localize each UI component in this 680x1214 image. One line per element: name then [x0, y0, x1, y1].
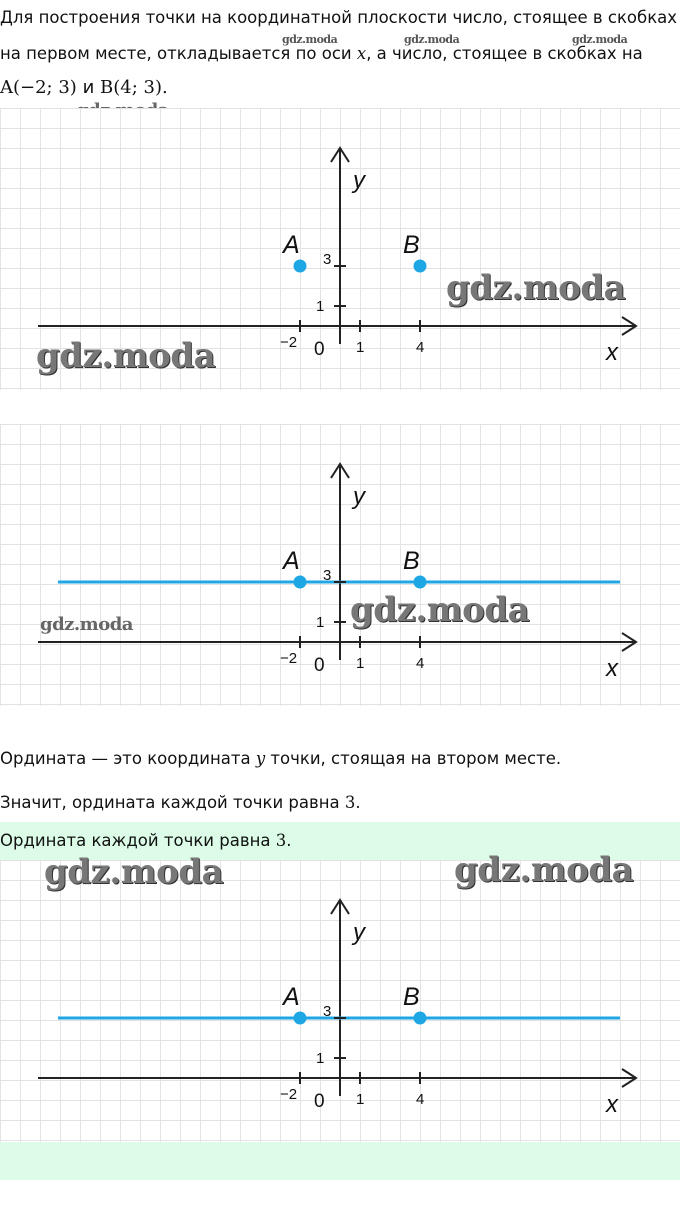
graph-answer — [0, 860, 680, 1142]
tick-label-y-3: 3 — [323, 251, 332, 268]
answer-number: 3 — [275, 831, 287, 850]
point-label-b: B — [403, 983, 420, 1011]
y-axis-label: y — [353, 167, 365, 194]
watermark: gdz.moda — [350, 590, 530, 630]
tick-label-x-4: 4 — [416, 655, 425, 672]
graph-line — [0, 424, 680, 706]
tick-label-y-1: 1 — [316, 298, 325, 315]
x-axis-label: x — [606, 1091, 618, 1118]
point-a-coords: A(−2; 3) — [0, 77, 77, 98]
watermark: gdz.moda — [446, 268, 626, 308]
point-b-coords: B(4; 3) — [100, 77, 162, 98]
point-b — [414, 1012, 427, 1025]
point-label-a: A — [283, 231, 300, 259]
ordinate-definition — [0, 749, 561, 769]
intro-period: . — [161, 77, 168, 98]
watermark: gdz.moda — [454, 850, 634, 890]
tick-label-x-neg2: −2 — [280, 1086, 298, 1103]
coordinate-plane — [0, 424, 680, 706]
point-b — [414, 576, 427, 589]
graph-points — [0, 108, 680, 390]
point-label-a: A — [283, 983, 300, 1011]
x-axis-label: x — [606, 655, 618, 682]
point-b — [414, 260, 427, 273]
point-a — [294, 1012, 307, 1025]
origin-label: 0 — [314, 1091, 325, 1112]
tick-label-x-4: 4 — [416, 1091, 425, 1108]
tick-label-y-1: 1 — [316, 1050, 325, 1067]
point-a — [294, 260, 307, 273]
intro-line-2 — [0, 44, 643, 64]
watermark: gdz.moda — [282, 33, 338, 46]
answer-period: . — [286, 831, 292, 850]
tick-label-x-1: 1 — [356, 655, 365, 672]
ordinate-definition-end: точки, стоящая на втором месте. — [265, 749, 562, 768]
point-label-b: B — [403, 231, 420, 259]
intro-line-2-start: на первом месте, откладывается по оси — [0, 44, 357, 63]
point-a — [294, 576, 307, 589]
y-axis-label: y — [353, 483, 365, 510]
answer-text-start: Ордината каждой точки равна — [0, 831, 276, 850]
point-label-b: B — [403, 547, 420, 575]
intro-line-2-end: , а число, стоящее в скобках на — [366, 44, 643, 63]
y-axis-label: y — [353, 919, 365, 946]
origin-label: 0 — [314, 339, 325, 360]
conclusion — [0, 793, 361, 813]
tick-label-x-1: 1 — [356, 339, 365, 356]
origin-label: 0 — [314, 655, 325, 676]
tick-label-x-4: 4 — [416, 339, 425, 356]
intro-axis-x: x — [356, 44, 367, 63]
ordinate-variable: y — [255, 749, 266, 768]
watermark: gdz.moda — [44, 852, 224, 892]
tick-label-x-neg2: −2 — [280, 650, 298, 667]
watermark: gdz.moda — [404, 33, 460, 46]
ordinate-definition-start: Ордината — это координата — [0, 749, 256, 768]
tick-label-y-3: 3 — [323, 567, 332, 584]
tick-label-x-1: 1 — [356, 1091, 365, 1108]
x-axis-label: x — [606, 339, 618, 366]
watermark: gdz.moda — [36, 336, 216, 376]
conclusion-period: . — [355, 793, 361, 812]
tick-label-y-1: 1 — [316, 614, 325, 631]
conclusion-number: 3 — [344, 793, 356, 812]
conclusion-text: Значит, ордината каждой точки равна — [0, 793, 345, 812]
and-word: и — [82, 77, 95, 98]
intro-line-3 — [0, 78, 168, 98]
tick-label-y-3: 3 — [323, 1003, 332, 1020]
point-label-a: A — [283, 547, 300, 575]
tick-label-x-neg2: −2 — [280, 334, 298, 351]
coordinate-plane — [0, 860, 680, 1142]
watermark: gdz.moda — [40, 614, 133, 635]
intro-line-1: Для построения точки на координатной плоскости число, стоящее в скобках — [0, 8, 678, 27]
watermark: gdz.moda — [572, 33, 628, 46]
answer-box — [0, 822, 680, 1180]
answer-text — [0, 831, 291, 851]
